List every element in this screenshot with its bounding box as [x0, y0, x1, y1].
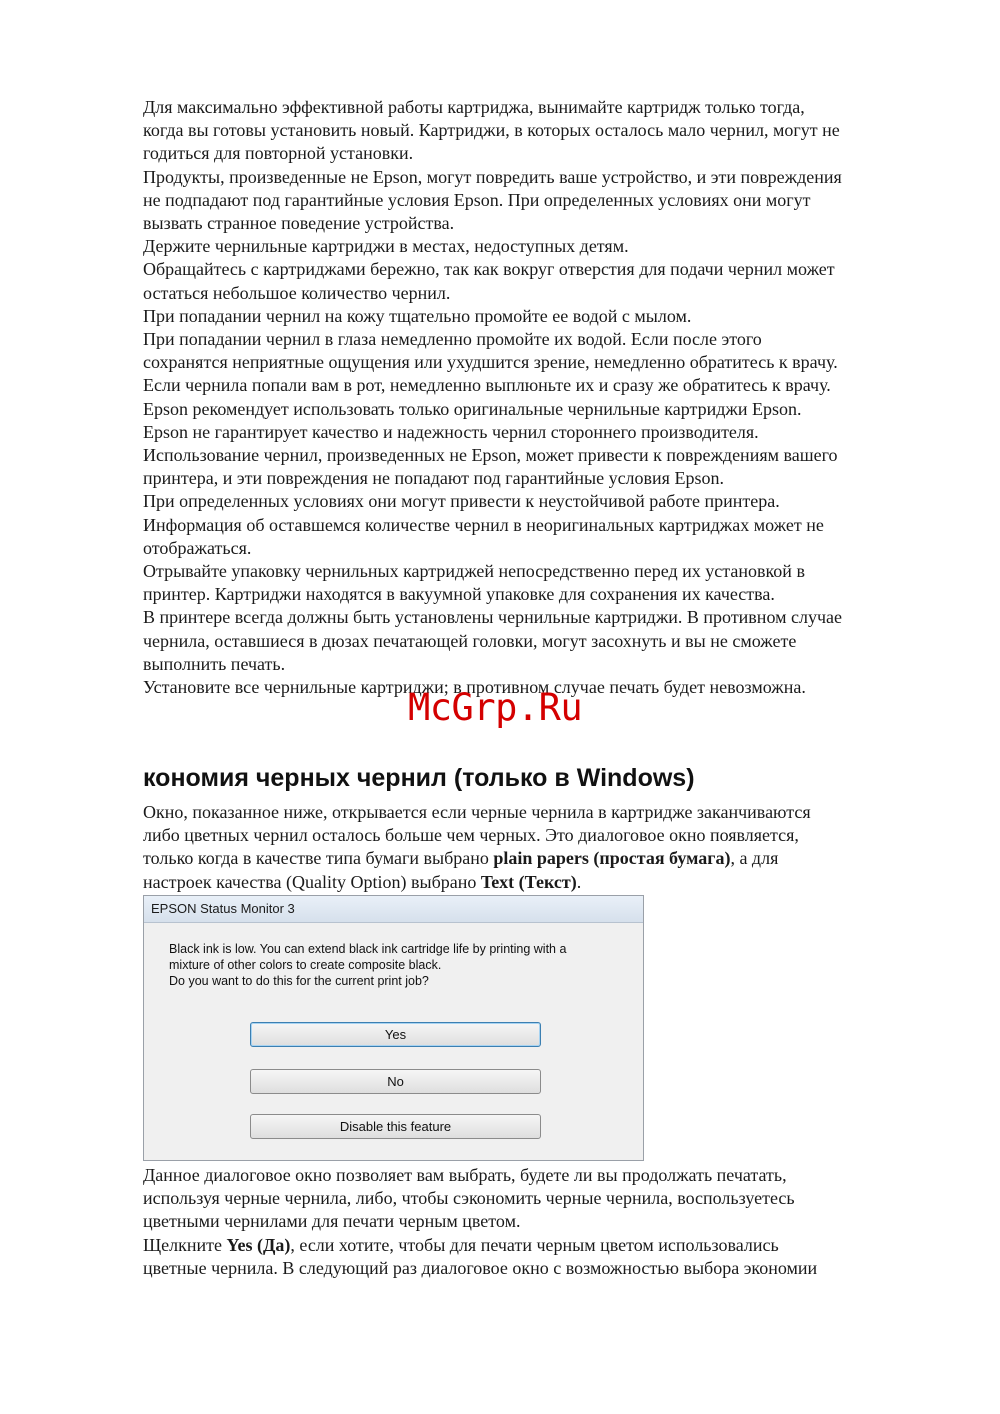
yes-button[interactable]: Yes [250, 1022, 541, 1047]
precaution-line: При определенных условиях они могут привести к неустойчивой работе принтера. [143, 491, 780, 512]
explanation-line: цветными чернилами для печати черным цветом. [143, 1211, 521, 1232]
precaution-line: вызвать странное поведение устройства. [143, 213, 455, 234]
explanation-text [143, 1164, 943, 1280]
precaution-line: Продукты, произведенные не Epson, могут повредить ваше устройство, и эти повреждения [143, 166, 842, 187]
precaution-line: Установите все чернильные картриджи; в противном случае печать будет невозможна. [143, 677, 806, 698]
explanation-line: Щелкните Yes (Да), если хотите, чтобы для печати черным цветом использовались [143, 1234, 779, 1255]
dialog-message [169, 941, 566, 989]
precaution-line: Использование чернил, произведенных не Epson, может привести к повреждениям вашего [143, 445, 838, 466]
precautions-text [143, 96, 943, 699]
precaution-line: когда вы готовы установить новый. Картриджи, в которых осталось мало чернил, могут не [143, 120, 840, 141]
precaution-line: выполнить печать. [143, 653, 286, 674]
precaution-line: остаться небольшое количество чернил. [143, 282, 451, 303]
precaution-line: Для максимально эффективной работы картриджа, вынимайте картридж только тогда, [143, 97, 805, 117]
intro-text [143, 801, 943, 894]
intro-line: Окно, показанное ниже, открывается если черные чернила в картридже заканчиваются [143, 802, 811, 822]
precaution-line: При попадании чернил в глаза немедленно промойте их водой. Если после этого [143, 329, 762, 350]
precaution-line: В принтере всегда должны быть установлены чернильные картриджи. В противном случае [143, 607, 842, 628]
disable-feature-button[interactable]: Disable this feature [250, 1114, 541, 1139]
precaution-line: Если чернила попали вам в рот, немедленно выплюньте их и сразу же обратитесь к врачу. [143, 375, 831, 396]
precaution-line: чернила, оставшиеся в дюзах печатающей головки, могут засохнуть и вы не сможете [143, 630, 797, 651]
precaution-line: Информация об оставшемся количестве чернил в неоригинальных картриджах может не [143, 514, 824, 535]
dialog-titlebar [144, 896, 643, 923]
precaution-line: сохранятся неприятные ощущения или ухудшится зрение, немедленно обратитесь к врачу. [143, 352, 838, 373]
precaution-line: Отрывайте упаковку чернильных картриджей непосредственно перед их установкой в [143, 561, 805, 582]
section-heading: кономия черных чернил (только в Windows) [143, 764, 695, 792]
dialog-message-line: Black ink is low. You can extend black ink cartridge life by printing with a [169, 942, 567, 956]
yes-term: Yes (Да) [226, 1234, 291, 1255]
explanation-line: используя черные чернила, либо, чтобы сэкономить черные чернила, воспользуетесь [143, 1188, 795, 1209]
dialog-message-line: mixture of other colors to create composite black. [169, 958, 442, 972]
precaution-line: При попадании чернил на кожу тщательно промойте ее водой с мылом. [143, 305, 692, 326]
dialog-message-line: Do you want to do this for the current print job? [169, 974, 429, 988]
precaution-line: Обращайтесь с картриджами бережно, так как вокруг отверстия для подачи чернил может [143, 259, 835, 280]
text-quality-term: Text (Текст) [480, 871, 577, 892]
plain-papers-term: plain papers (простая бумага) [493, 848, 731, 869]
precaution-line: не подпадают под гарантийные условия Epson. При определенных условиях они могут [143, 189, 811, 210]
watermark: McGrp.Ru [408, 686, 583, 729]
no-button[interactable]: No [250, 1069, 541, 1094]
precaution-line: Epson не гарантирует качество и надежность чернил стороннего производителя. [143, 421, 759, 442]
status-monitor-dialog [143, 895, 644, 1161]
dialog-title: EPSON Status Monitor 3 [151, 901, 295, 916]
precaution-line: принтера, и эти повреждения не попадают под гарантийные условия Epson. [143, 468, 724, 489]
intro-line: настроек качества (Quality Option) выбрано Text (Текст). [143, 871, 582, 892]
precaution-line: годиться для повторной установки. [143, 143, 414, 164]
explanation-line: Данное диалоговое окно позволяет вам выбрать, будете ли вы продолжать печатать, [143, 1165, 787, 1185]
precaution-line: отображаться. [143, 537, 252, 558]
precaution-line: Epson рекомендует использовать только оригинальные чернильные картриджи Epson. [143, 398, 802, 419]
explanation-line: цветные чернила. В следующий раз диалоговое окно с возможностью выбора экономии [143, 1257, 818, 1278]
intro-line: либо цветных чернил осталось больше чем черных. Это диалоговое окно появляется, [143, 825, 799, 846]
precaution-line: принтер. Картриджи находятся в вакуумной упаковке для сохранения их качества. [143, 584, 775, 605]
precaution-line: Держите чернильные картриджи в местах, недоступных детям. [143, 236, 629, 257]
intro-line: только когда в качестве типа бумаги выбрано plain papers (простая бумага), а для [143, 848, 779, 869]
